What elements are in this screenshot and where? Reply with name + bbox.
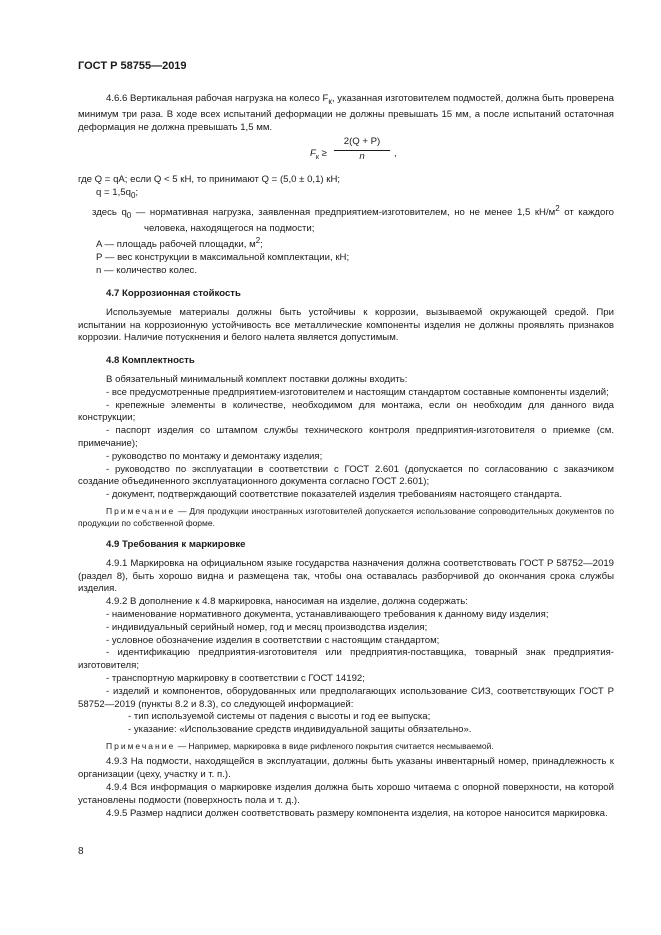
page-content xyxy=(78,93,614,820)
list-item: - паспорт изделия со штампом службы технического контроля предприятия-изготовителя о приемке (см. примечание); xyxy=(78,425,614,450)
paragraph-4-9-3: 4.9.3 На подмости, находящейся в эксплуатации, должны быть указаны инвентарный номер, принадлежность к организации (цеху, участку и т. п.). xyxy=(78,756,614,781)
list-item: - наименование нормативного документа, устанавливающего требования к данному виду изделия; xyxy=(106,609,549,620)
formula-wheel-load: $F_к$ ≥ $\frac{2(Q + P)}{n}$ , xyxy=(78,134,614,174)
list-item: - крепежные элементы в количестве, необходимом для монтажа, если он необходим для данного вида конструкции; xyxy=(78,399,614,424)
formula-denominator: n xyxy=(359,151,365,163)
list-item: - руководство по эксплуатации в соответствии с ГОСТ 2.601 (допускается по согласованию с заказчиком создание объединенного эксплуатационного документа согласно ГОСТ 2.601); xyxy=(78,463,614,488)
where-q0: здесь $q_0$ — нормативная нагрузка, заявленная предприятием-изготовителем, но не менее 1,5 $кН/м^2$ от каждого человека, находящегося на подмости; xyxy=(92,203,614,234)
section-heading-4-8: 4.8 Комплектность xyxy=(106,355,195,367)
formula-lhs: $F_к$ ≥ xyxy=(310,148,327,162)
where-P: P — вес конструкции в максимальной комплектации, кН; xyxy=(96,252,350,264)
section-heading-4-7: 4.7 Коррозионная стойкость xyxy=(106,288,241,300)
list-item: - руководство по монтажу и демонтажу изделия; xyxy=(106,450,323,462)
document-header: ГОСТ Р 58755—2019 xyxy=(78,60,187,72)
paragraph-4-6-6: 4.6.6 Вертикальная рабочая нагрузка на колесо $F_к$, указанная изготовителем подмостей, должна быть проверена минимум три раза. В ходе всех испытаний деформации не должны превышать 15 мм, а после испытаний остаточная деформация не должна превышать 1,5 мм. xyxy=(78,93,614,133)
where-line-2: $q = 1,5q_0$; xyxy=(96,187,139,200)
list-item: - транспортную маркировку в соответствии с ГОСТ 14192; xyxy=(106,672,365,684)
paragraph-4-9-4: 4.9.4 Вся информация о маркировке изделия должна быть хорошо читаема с опорной поверхности, на которой установлены подмости (поверхность пола и т. д.). xyxy=(78,782,614,806)
paragraph-4-9-2-intro: 4.9.2 В дополнение к 4.8 маркировка, наносимая на изделие, должна содержать: xyxy=(106,596,468,608)
list-item: - условное обозначение изделия в соответствии с настоящим стандартом; xyxy=(106,634,440,646)
paragraph-4-9-1: 4.9.1 Маркировка на официальном языке государства назначения должна соответствовать ГОСТ Р 58752—2019 (раздел 8), быть хорошо видна и размещена так, чтобы она оставалась разборчивой до окончания срока службы изделия. xyxy=(78,557,614,595)
where-n: n — количество колес. xyxy=(96,265,197,277)
list-item: - все предусмотренные предприятием-изготовителем и настоящим стандартом составные компоненты изделий; xyxy=(106,386,609,398)
formula-numerator: 2(Q + P) xyxy=(334,136,390,151)
paragraph-4-7: Используемые материалы должны быть устойчивы к коррозии, вызываемой окружающей средой. При испытании на коррозионную устойчивость все металлические компоненты изделия не должны проявлять признаков коррозии. Наличие потускнения и белого налета является допустимым. xyxy=(78,306,614,344)
sub-list-item: - тип используемой системы от падения с высоты и год ее выпуска; xyxy=(128,711,431,723)
sub-list-item: - указание: «Использование средств индивидуальной защиты обязательно». xyxy=(128,724,472,736)
paragraph-4-9-5: 4.9.5 Размер надписи должен соответствовать размеру компонента изделия, на которое наносится маркировка. xyxy=(106,807,608,819)
where-line-1: где Q = qA; если Q < 5 кН, то принимают Q = (5,0 ± 0,1) кН; xyxy=(78,174,341,186)
list-item: - изделий и компонентов, оборудованных или предполагающих использование СИЗ, соответствующих ГОСТ Р 58752—2019 (пункты 8.2 и 8.3), со следующей информацией: xyxy=(78,685,614,710)
list-item: - индивидуальный серийный номер, год и месяц производства изделия; xyxy=(106,621,428,633)
note-4-8: Примечание — Для продукции иностранных изготовителей допускается использование сопроводительных документов по продукции по собственной форме. xyxy=(78,506,614,528)
paragraph-4-8-intro: В обязательный минимальный комплект поставки должны входить: xyxy=(106,374,408,386)
list-item: - документ, подтверждающий соответствие показателей изделия требованиям настоящего стандарта. xyxy=(106,489,563,501)
note-4-9-2: Примечание — Например, маркировка в виде рифленого покрытия считается несмываемой. xyxy=(106,740,494,751)
list-item: - идентификацию предприятия-изготовителя или предприятия-поставщика, товарный знак предприятия-изготовителя; xyxy=(78,647,614,672)
where-A: A — площадь рабочей площадки, $м^2$; xyxy=(96,236,263,251)
page-number: 8 xyxy=(78,846,84,857)
section-heading-4-9: 4.9 Требования к маркировке xyxy=(106,539,246,551)
formula-fraction xyxy=(334,136,390,164)
